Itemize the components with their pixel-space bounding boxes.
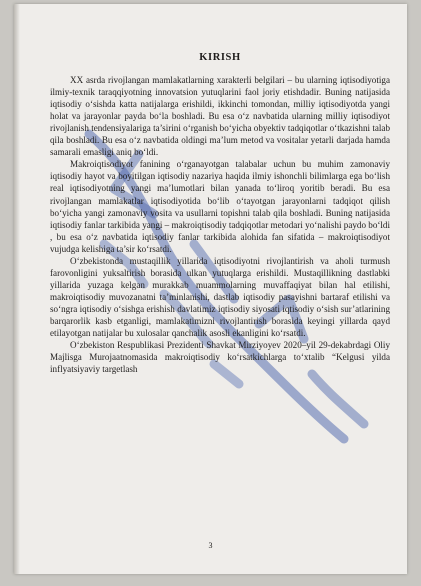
document-page <box>14 4 407 574</box>
document-body <box>50 52 390 375</box>
paragraph: Makroiqtisodiyot fanining o‘rganayotgan talabalar uchun bu muhim zamonaviy iqtisodiy hayot va boyitilgan iqtisodiy nazariya haqida ilmiy ishonchli bilimlarga ega bo‘lish real iqtisodiyotning yangi ma’lumotlari bilan yanada to‘liroq yoritib beradi. Bu esa rivojlangan mamlakatlar iqtisodiyotida bo‘lib o‘tayotgan jarayonlarni tadqiqot qilish bo‘yicha yangi zamonaviy vosita va usullarni topishni talab qila boshladi. Buning natijasida iqtisodiy fanlar tarkibida yangi – makroiqtisodiy tadqiqotlar metodari yo‘nalishi paydo bo‘ldi , bu esa o‘z navbatida iqtisodiy fanlar tarkibida alohida fan sifatida – makroiqtisodiyot vujudga kelishiga ta’sir ko‘rsatdi. <box>50 159 390 254</box>
page-number: 3 <box>208 541 213 550</box>
paragraph: XX asrda rivojlangan mamlakatlarning xarakterli belgilari – bu ularning iqtisodiyotiga ilmiy-texnik taraqqiyotning innovatsion yutuqlarini faol joriy etishdadir. Buning natijasida iqtisodiy o‘sishda katta natijalarga erishildi, ikkinchi tomondan, milliy iqtisodiyotda yangi holat va jarayonlar payda bo‘la boshladi. Bu esa o‘z navbatida ularning milliy iqtisodiyot rivojlanish tendensiyalariga ta’sirini o‘rganish bo‘yicha obyektiv tadqiqotlar o‘tkazishni talab qila boshladi. Bu esa o‘z navbatida oldingi ma’lum metod va vositalar yetarli darjada hamda samarali emasligi aniq bo‘ldi. <box>50 75 390 158</box>
page-binding-shadow <box>14 4 20 574</box>
paragraph: O‘zbekistonda mustaqillik yillarida iqtisodiyotni rivojlantirish va aholi turmush farovonligini yuksaltirish borasida ulkan yutuqlarga erishildi. Mustaqillikning dastlabki yillarida yuzaga kelgan murakkab muammolarning muvaffaqiyat bilan hal etilishi, makroiqtisodiy muvozanatni ta’minlanishi, dastlab iqtisodiy pasayishni bartaraf etilishi va so‘ngra iqtisodiy o‘sishga erishish davlatimiz iqtisodiy siyosati iqtisodiy o‘sish sur’atlarining barqarorlik kasb etganligi, mamlakatimizni rivojlantirish borasida keyingi yillarda qayd etilayotgan natijalar bu xulosalar qanchalik asosli ekanligini ko‘rsatdi. <box>50 255 390 339</box>
paragraph: O‘zbekiston Respublikasi Prezidenti Shavkat Mirziyoyev 2020–yil 29-dekabrdagi Oliy Majlisga Murojaatnomasida makroiqtisodiy ko‘rsatkichlarga to‘xtalib “Kelgusi yilda inflyatsiyaviy targetlash <box>50 340 390 375</box>
document-title: KIRISH <box>199 52 241 63</box>
